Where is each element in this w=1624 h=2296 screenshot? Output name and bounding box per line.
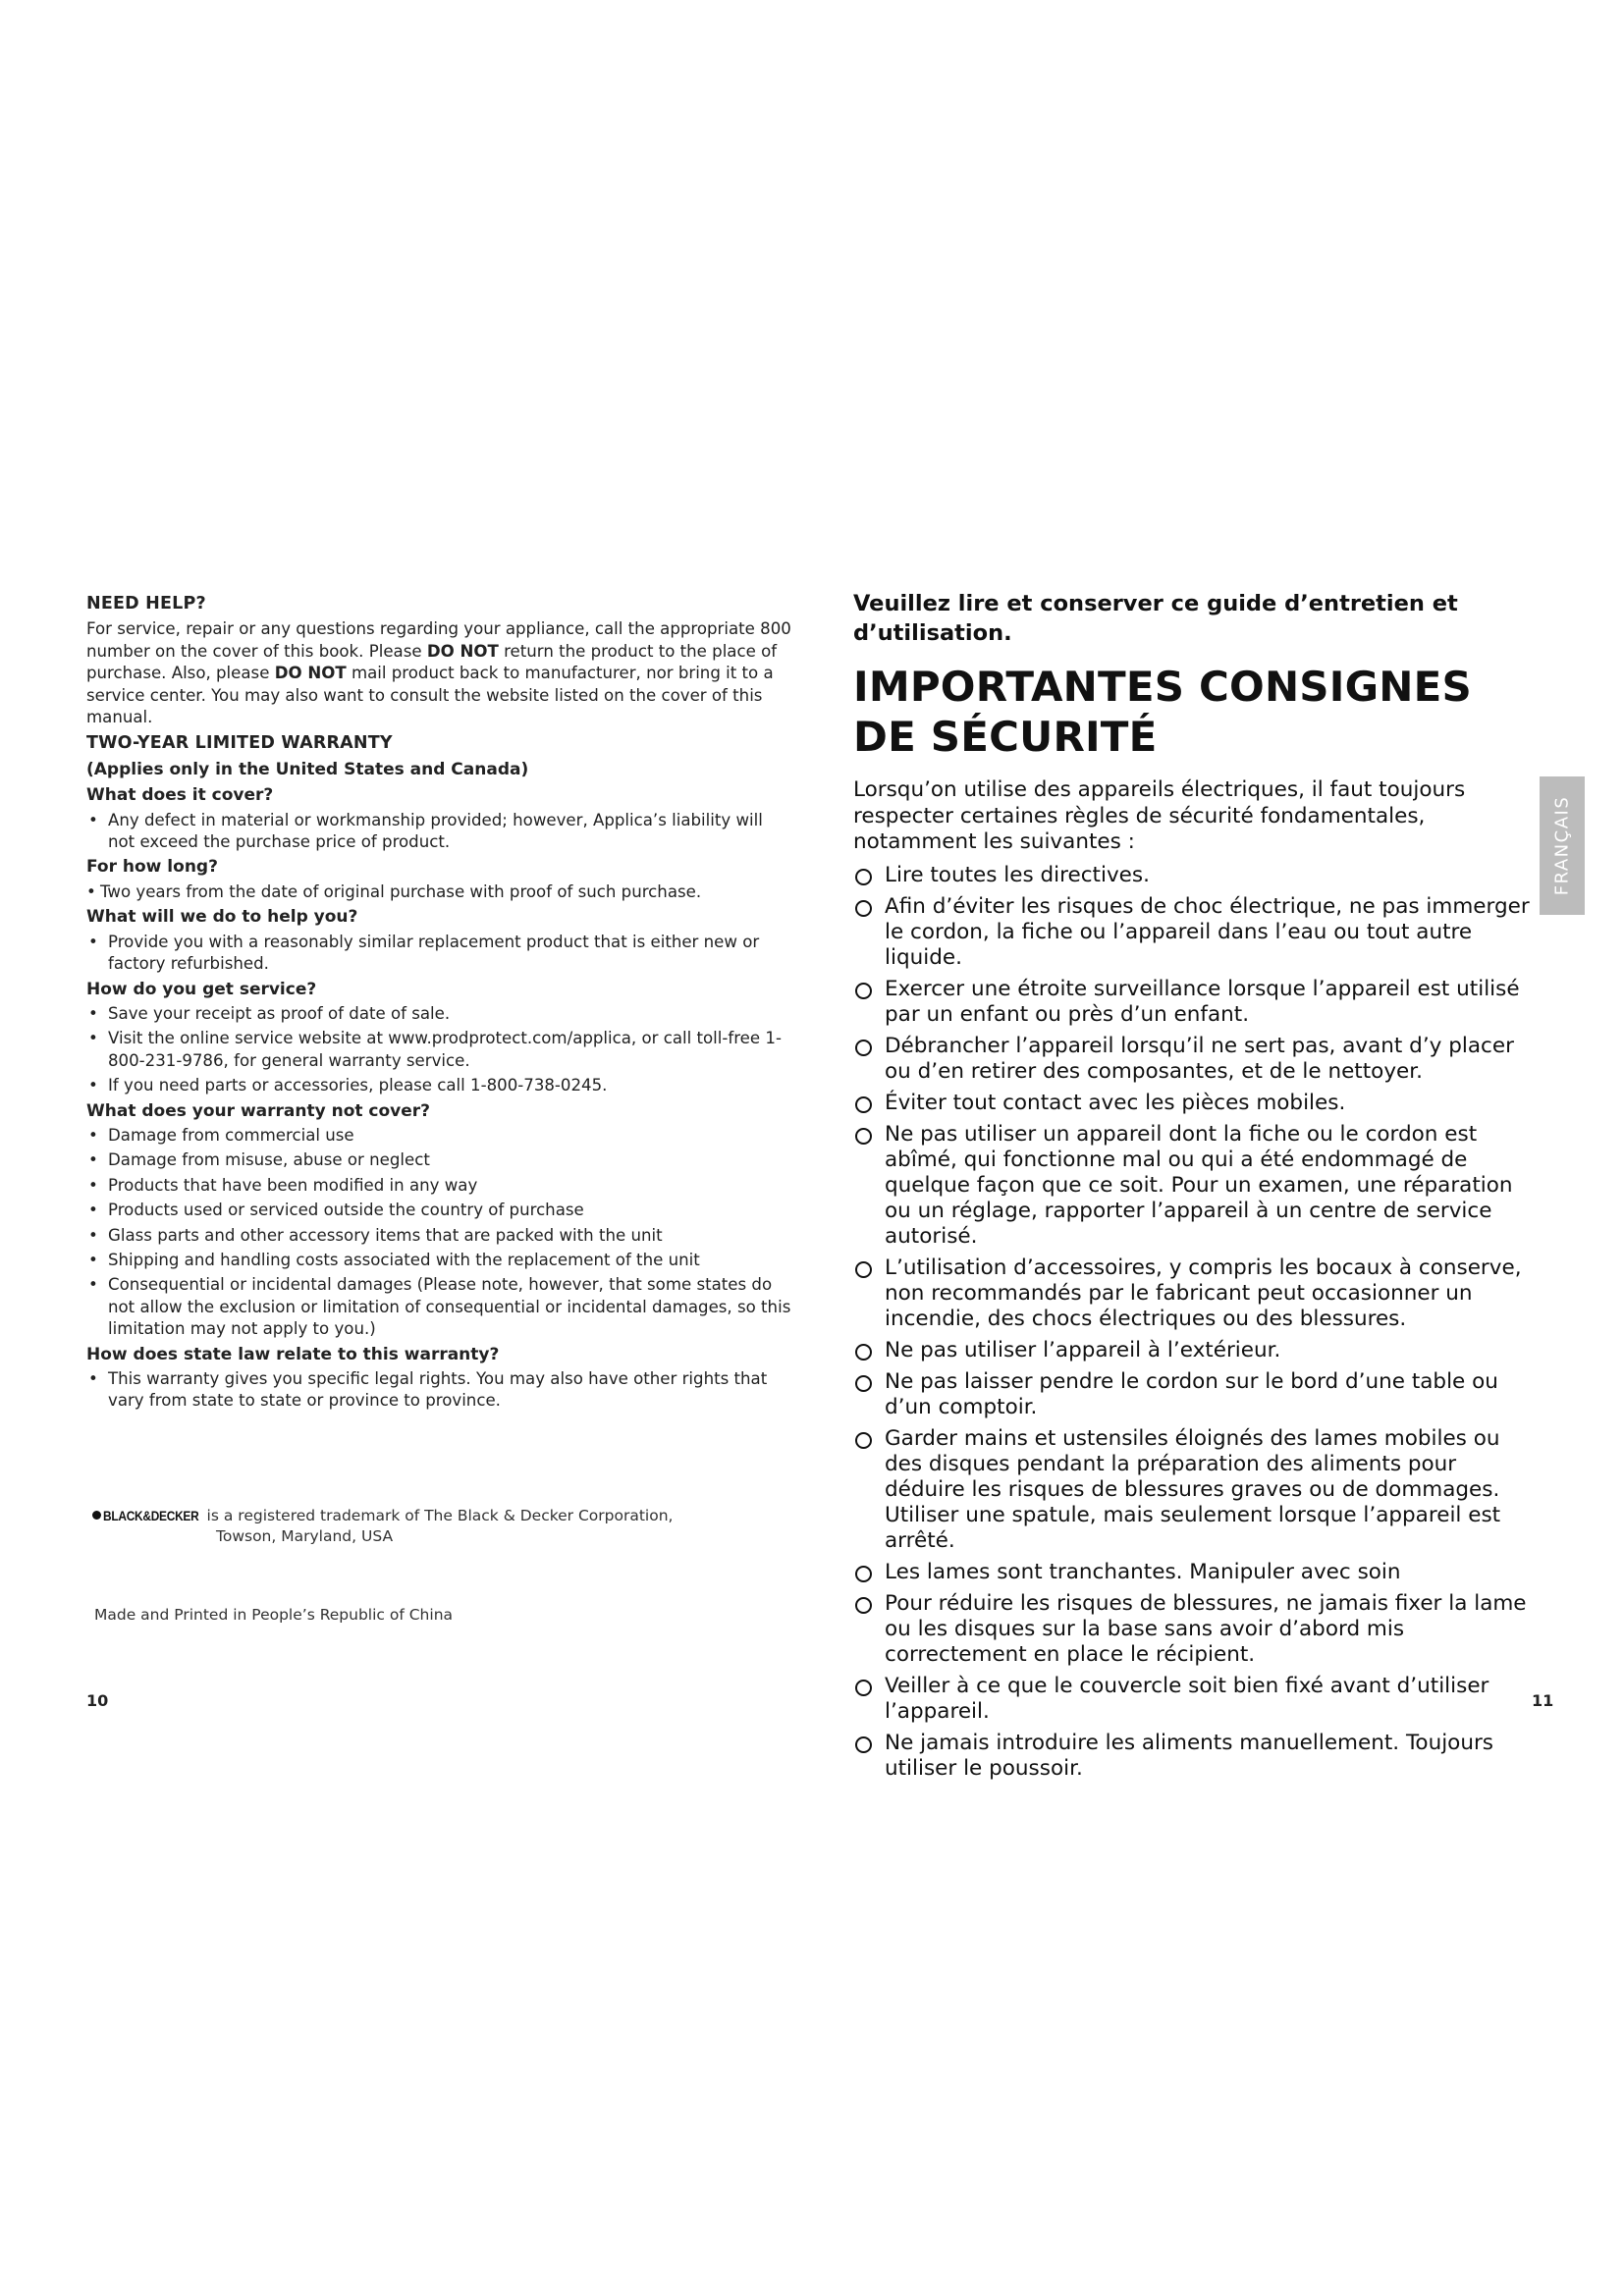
circle-bullet-icon: [855, 983, 872, 999]
intro-line: Veuillez lire et conserver ce guide d’entretien et d’utilisation.: [853, 591, 1458, 646]
list-item: [86, 1274, 793, 1340]
need-help-paragraph: [86, 618, 793, 728]
list-item-text: Afin d’éviter les risques de choc électrique, ne pas immerger le cordon, la fiche ou l’appareil dans l’eau ou tout autre liquide.: [885, 893, 1530, 970]
circle-bullet-icon: [855, 1261, 872, 1278]
list-item: [86, 881, 793, 903]
made-in-notice: Made and Printed in People’s Republic of China: [94, 1606, 454, 1624]
list-item-text: Shipping and handling costs associated with the replacement of the unit: [108, 1250, 700, 1269]
service-list: [86, 1003, 793, 1097]
question-help: What will we do to help you?: [86, 907, 358, 928]
list-item-text: Débrancher l’appareil lorsqu’il ne sert pas, avant d’y placer ou d’en retirer des composantes, et de le nettoyer.: [885, 1033, 1514, 1084]
list-item: [853, 1674, 1531, 1725]
question-not-covered: What does your warranty not cover?: [86, 1100, 431, 1121]
list-item-text: Ne pas laisser pendre le cordon sur le bord d’une table ou d’un comptoir.: [885, 1368, 1498, 1419]
page-number-right: 11: [1532, 1691, 1554, 1710]
list-item: [853, 977, 1531, 1028]
list-item: [853, 1255, 1531, 1332]
bullet-icon: •: [88, 1029, 98, 1048]
bullet-icon: •: [88, 1275, 98, 1295]
bullet-icon: •: [88, 1076, 98, 1095]
title-line-1: IMPORTANTES CONSIGNES: [853, 663, 1472, 711]
list-item-text: Products used or serviced outside the country of purchase: [108, 1201, 584, 1220]
circle-bullet-icon: [855, 1040, 872, 1056]
list-item-text: Damage from misuse, abuse or neglect: [108, 1150, 430, 1170]
circle-bullet-icon: [855, 1128, 872, 1145]
list-item: [853, 1560, 1531, 1585]
bullet-icon: •: [88, 1175, 98, 1195]
list-item: [86, 1028, 793, 1072]
circle-bullet-icon: [855, 1096, 872, 1113]
circle-bullet-icon: [855, 1344, 872, 1361]
list-item: [853, 1426, 1531, 1554]
trademark-line-1: [92, 1506, 780, 1526]
list-item: [86, 1200, 793, 1221]
circle-bullet-icon: [855, 1597, 872, 1614]
need-help-text-1: For service, repair or any questions regarding your appliance, call the appropriate 800 number on the cover of this book. Please: [86, 619, 791, 661]
list-item: [86, 1125, 793, 1147]
list-item-text: Damage from commercial use: [108, 1125, 354, 1145]
list-item: [853, 1091, 1531, 1116]
list-item-text: Lire toutes les directives.: [885, 862, 1150, 887]
list-item: [853, 1338, 1531, 1363]
list-item-text: Glass parts and other accessory items that are packed with the unit: [108, 1225, 663, 1245]
list-item-text: Ne pas utiliser l’appareil à l’extérieur.: [885, 1337, 1281, 1362]
circle-bullet-icon: [855, 869, 872, 885]
bullet-icon: •: [88, 1201, 98, 1220]
right-page: [812, 0, 1624, 2296]
need-help-text-3: mail product back to manufacturer, nor bring it to a service center. You may also want to consult the website listed on the cover of this manual.: [86, 664, 774, 727]
circle-bullet-icon: [855, 900, 872, 917]
lead-paragraph: Lorsqu’on utilise des appareils électriques, il faut toujours respecter certaines règles de sécurité fondamentales, notamment les suivantes :: [853, 777, 1466, 854]
bullet-icon: •: [88, 1003, 98, 1023]
warranty-section: [86, 593, 793, 1415]
help-list: [86, 932, 793, 976]
trademark-notice: [92, 1506, 780, 1547]
how-long-list: [86, 881, 793, 903]
list-item-text: Pour réduire les risques de blessures, ne jamais fixer la lame ou les disques sur la base sans avoir d’abord mis correctement en place le récipient.: [885, 1590, 1527, 1667]
list-item: [86, 1225, 793, 1247]
do-not-emphasis-2: DO NOT: [274, 664, 347, 683]
list-item-text: L’utilisation d’accessoires, y compris les bocaux à conserve, non recommandés par le fabricant peut occasionner un incendie, des chocs électriques ou des blessures.: [885, 1255, 1522, 1331]
bullet-icon: •: [88, 932, 98, 951]
title-line-2: DE SÉCURITÉ: [853, 713, 1158, 761]
bullet-icon: •: [88, 1250, 98, 1269]
trademark-line-2: Towson, Maryland, USA: [216, 1527, 394, 1545]
question-state-law: How does state law relate to this warranty?: [86, 1344, 500, 1364]
question-how-long: For how long?: [86, 857, 218, 878]
list-item: [853, 1591, 1531, 1668]
list-item-text: If you need parts or accessories, please call 1-800-738-0245.: [108, 1076, 608, 1095]
list-item-text: Save your receipt as proof of date of sale.: [108, 1003, 451, 1023]
list-item: [86, 932, 793, 976]
circle-bullet-icon: [855, 1375, 872, 1392]
not-cover-list: [86, 1125, 793, 1341]
page-title: [853, 662, 1531, 762]
warranty-applies-note: (Applies only in the United States and Canada): [86, 759, 529, 779]
do-not-emphasis-1: DO NOT: [426, 641, 499, 661]
bullet-icon: •: [88, 1150, 98, 1170]
list-item-text: Two years from the date of original purchase with proof of such purchase.: [100, 881, 702, 901]
list-item-text: Any defect in material or workmanship provided; however, Applica’s liability will not exceed the purchase price of product.: [108, 810, 763, 852]
list-item: [86, 1368, 793, 1413]
bullet-icon: •: [88, 1369, 98, 1388]
circle-bullet-icon: [855, 1736, 872, 1753]
need-help-text-2: return the product to the place of purchase. Also, please: [86, 641, 778, 683]
list-item: [853, 1034, 1531, 1085]
warranty-heading: TWO-YEAR LIMITED WARRANTY: [86, 733, 393, 754]
language-tab: [1540, 776, 1585, 915]
question-service: How do you get service?: [86, 979, 317, 999]
list-item-text: This warranty gives you specific legal rights. You may also have other rights that vary from state to state or province to province.: [108, 1369, 768, 1411]
list-item-text: Exercer une étroite surveillance lorsque l’appareil est utilisé par un enfant ou près d’un enfant.: [885, 976, 1520, 1027]
page-number-left: 10: [86, 1691, 109, 1710]
safety-section: [853, 589, 1531, 1788]
bullet-icon: •: [88, 810, 98, 829]
list-item-text: Garder mains et ustensiles éloignés des lames mobiles ou des disques pendant la préparation des aliments pour déduire les risques de blessures graves ou de dommages. Utiliser une spatule, mais seulement lorsque l’appareil est arrêté.: [885, 1425, 1501, 1553]
list-item-text: Consequential or incidental damages (Please note, however, that some states do not allow the exclusion or limitation of consequential or incidental damages, so this limitation may not apply to you.): [108, 1275, 791, 1339]
list-item: [86, 1175, 793, 1197]
bullet-icon: •: [88, 1125, 98, 1145]
state-law-list: [86, 1368, 793, 1413]
brand-logo-icon: [92, 1511, 101, 1520]
circle-bullet-icon: [855, 1680, 872, 1696]
list-item-text: Products that have been modified in any way: [108, 1175, 478, 1195]
circle-bullet-icon: [855, 1432, 872, 1449]
list-item: [853, 1731, 1531, 1782]
list-item-text: Provide you with a reasonably similar replacement product that is either new or factory refurbished.: [108, 932, 760, 974]
need-help-heading: NEED HELP?: [86, 594, 206, 614]
list-item: [86, 1075, 793, 1096]
list-item: [86, 1250, 793, 1271]
list-item-text: Éviter tout contact avec les pièces mobiles.: [885, 1090, 1346, 1115]
list-item: [853, 1369, 1531, 1420]
list-item-text: Visit the online service website at www.prodprotect.com/applica, or call toll-free 1-800-231-9786, for general warranty service.: [108, 1029, 782, 1070]
trademark-text: is a registered trademark of The Black & Decker Corporation,: [201, 1507, 674, 1524]
question-what-covered: What does it cover?: [86, 785, 274, 806]
list-item: [853, 1122, 1531, 1250]
brand-logo: BLACK&DECKER: [103, 1508, 199, 1523]
cover-list: [86, 810, 793, 854]
safety-list: [853, 863, 1531, 1782]
bullet-icon: •: [88, 1225, 98, 1245]
list-item: [86, 810, 793, 854]
language-tab-label: FRANÇAIS: [1551, 795, 1573, 896]
list-item: [853, 894, 1531, 971]
circle-bullet-icon: [855, 1566, 872, 1582]
list-item: [86, 1003, 793, 1025]
list-item-text: Veiller à ce que le couvercle soit bien fixé avant d’utiliser l’appareil.: [885, 1673, 1489, 1724]
list-item-text: Les lames sont tranchantes. Manipuler avec soin: [885, 1559, 1401, 1584]
list-item: [86, 1149, 793, 1171]
list-item-text: Ne jamais introduire les aliments manuellement. Toujours utiliser le poussoir.: [885, 1730, 1493, 1781]
list-item-text: Ne pas utiliser un appareil dont la fiche ou le cordon est abîmé, qui fonctionne mal ou qui a été endommagé de quelque façon que ce soit. Pour un examen, une réparation ou un réglage, rapporter l’appareil à un centre de service autorisé.: [885, 1121, 1513, 1249]
bullet-icon: •: [86, 881, 96, 901]
list-item: [853, 863, 1531, 888]
